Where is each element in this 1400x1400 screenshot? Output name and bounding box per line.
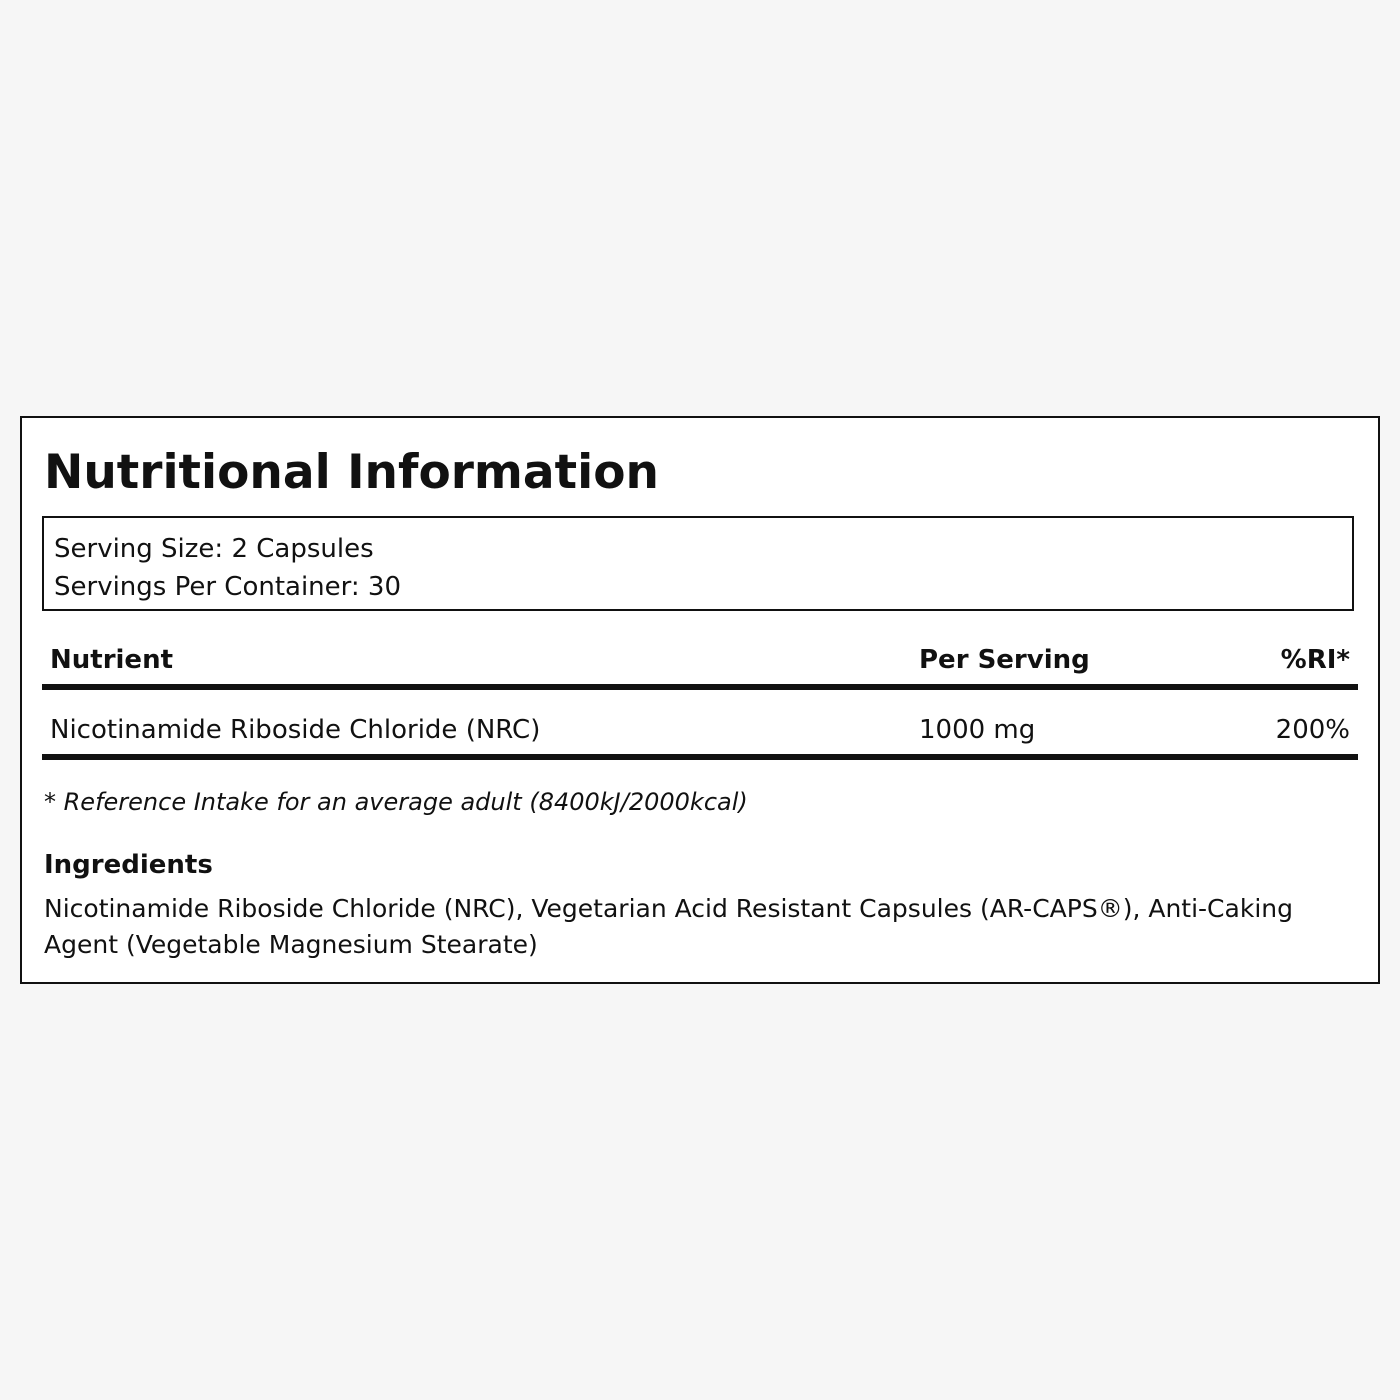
ingredients-text: Nicotinamide Riboside Chloride (NRC), Vegetarian Acid Resistant Capsules (AR-CAPS®), Anti-Caking Agent (Vegetable Magnesium Stearate)	[44, 894, 1293, 959]
row-per-serving: 1000 mg	[919, 715, 1036, 745]
nutrient-table-header	[42, 640, 1358, 690]
serving-info-box	[42, 516, 1354, 611]
nutrition-panel	[20, 416, 1380, 984]
ingredients-heading: Ingredients	[44, 850, 213, 880]
header-nutrient: Nutrient	[50, 645, 174, 675]
header-ri: %RI*	[1280, 645, 1350, 675]
panel-title: Nutritional Information	[44, 445, 659, 500]
reference-intake-footnote: * Reference Intake for an average adult (8400kJ/2000kcal)	[44, 788, 748, 816]
row-ri: 200%	[1275, 715, 1350, 745]
header-per-serving: Per Serving	[919, 645, 1090, 675]
servings-per-container: Servings Per Container: 30	[54, 572, 402, 602]
table-row	[42, 710, 1358, 760]
row-nutrient: Nicotinamide Riboside Chloride (NRC)	[50, 715, 541, 745]
serving-size: Serving Size: 2 Capsules	[54, 534, 374, 564]
